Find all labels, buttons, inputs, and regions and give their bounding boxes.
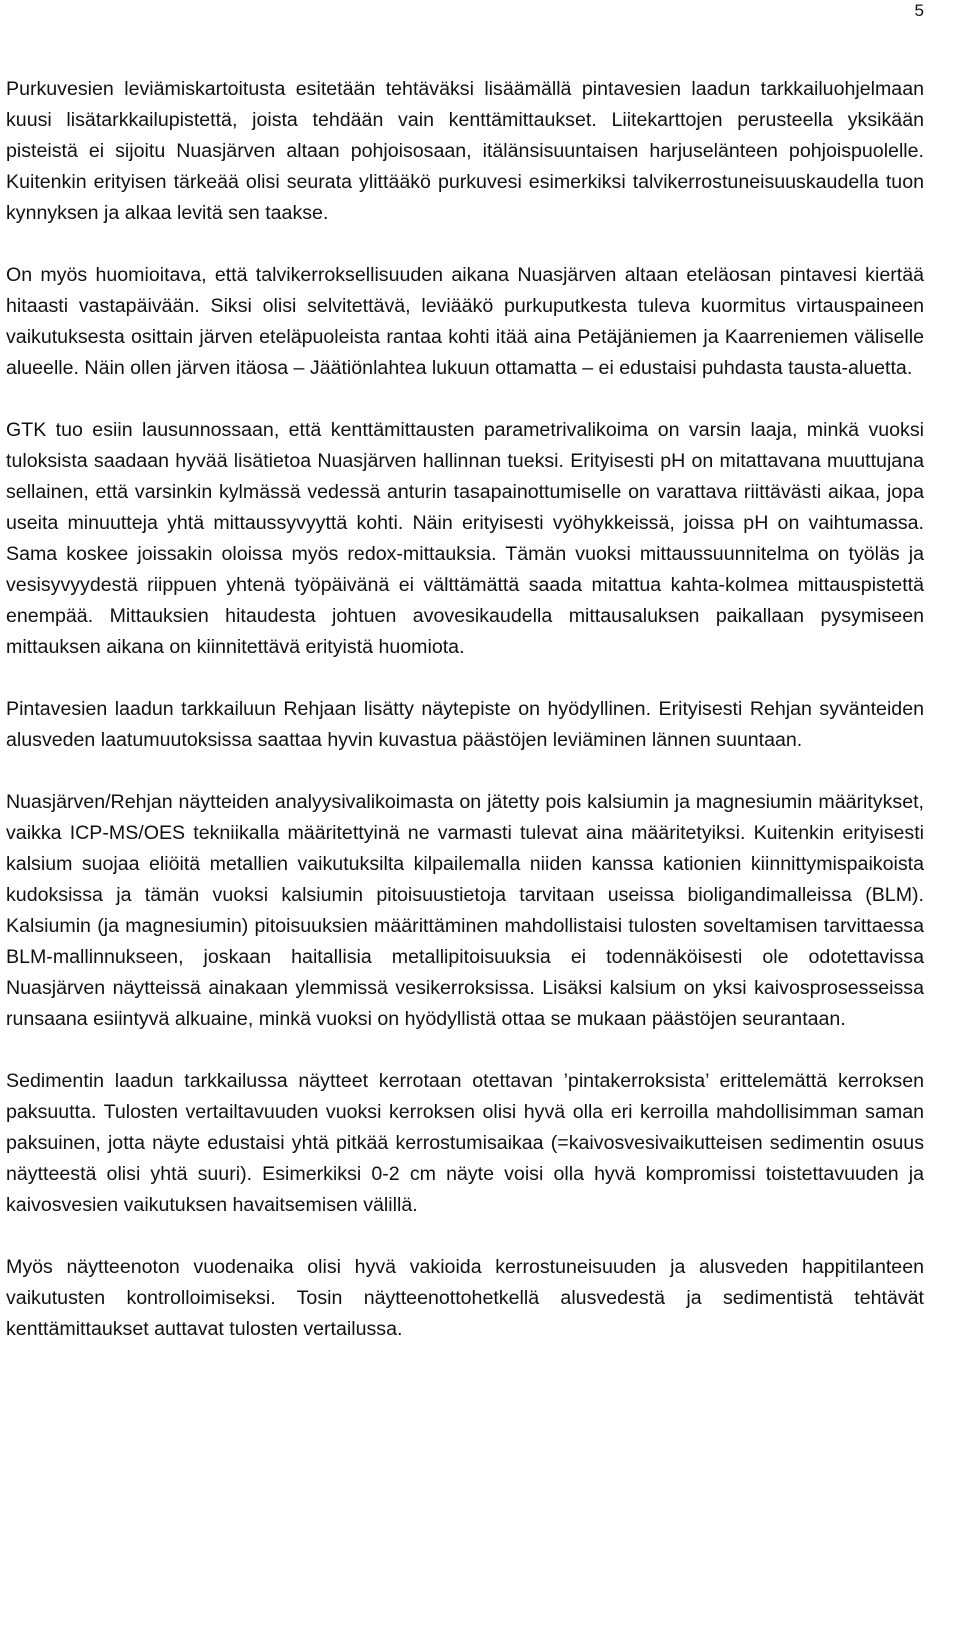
paragraph: Myös näytteenoton vuodenaika olisi hyvä vakioida kerrostuneisuuden ja alusveden happitilanteen vaikutusten kontrolloimiseksi. Tosin näytteenottohetkellä alusvedestä ja sedimentistä tehtävät kenttämittaukset auttavat tulosten vertailussa. xyxy=(6,1256,924,1340)
paragraph: GTK tuo esiin lausunnossaan, että kenttämittausten parametrivalikoima on varsin laaja, minkä vuoksi tuloksista saadaan hyvää lisätietoa Nuasjärven hallinnan tueksi. Erityisesti pH on mitattavana muuttujana sellainen, että varsinkin kylmässä vedessä anturin tasapainottumiselle on varattava riittävästi aikaa, jopa useita minuutteja yhtä mittaussyvyyttä kohti. Näin erityisesti vyöhykkeissä, joissa pH on vaihtumassa. Sama koskee joissakin oloissa myös redox-mittauksia. Tämän vuoksi mittaussuunnitelma on työläs ja vesisyvyydestä riippuen yhtenä työpäivänä ei välttämättä saada mitattua kahta-kolmea mittauspistettä enempää. Mittauksien hitaudesta johtuen avovesikaudella mittausaluksen paikallaan pysymiseen mittauksen aikana on kiinnitettävä erityistä huomiota. xyxy=(6,419,924,658)
document-body xyxy=(6,74,924,1345)
paragraph: Sedimentin laadun tarkkailussa näytteet kerrotaan otettavan ’pintakerroksista’ erittelemättä kerroksen paksuutta. Tulosten vertailtavuuden vuoksi kerroksen olisi hyvä olla eri kerroilla mahdollisimman saman paksuinen, jotta näyte edustaisi yhtä pitkää kerrostumisaikaa (=kaivosvesivaikutteisen sedimentin osuus näytteestä olisi yhtä suuri). Esimerkiksi 0-2 cm näyte voisi olla hyvä kompromissi toistettavuuden ja kaivosvesien vaikutuksen havaitsemisen välillä. xyxy=(6,1070,924,1216)
paragraph: Pintavesien laadun tarkkailuun Rehjaan lisätty näytepiste on hyödyllinen. Erityisesti Rehjan syvänteiden alusveden laatumuutoksissa saattaa hyvin kuvastua päästöjen leviäminen lännen suuntaan. xyxy=(6,698,924,751)
paragraph: Nuasjärven/Rehjan näytteiden analyysivalikoimasta on jätetty pois kalsiumin ja magnesiumin määritykset, vaikka ICP-MS/OES tekniikalla määritettyinä ne varmasti tulevat aina määritetyiksi. Kuitenkin erityisesti kalsium suojaa eliöitä metallien vaikutuksilta kilpailemalla niiden kanssa kationien kiinnittymispaikoista kudoksissa ja tämän vuoksi kalsiumin pitoisuustietoja tarvitaan useissa bioligandimalleissa (BLM). Kalsiumin (ja magnesiumin) pitoisuuksien määrittäminen mahdollistaisi tulosten soveltamisen tarvittaessa BLM-mallinnukseen, joskaan haitallisia metallipitoisuuksia ei todennäköisesti ole odotettavissa Nuasjärven näytteissä ainakaan ylemmissä vesikerroksissa. Lisäksi kalsium on yksi kaivosprosesseissa runsaana esiintyvä alkuaine, minkä vuoksi on hyödyllistä ottaa se mukaan päästöjen seurantaan. xyxy=(6,791,924,1030)
paragraph: On myös huomioitava, että talvikerroksellisuuden aikana Nuasjärven altaan eteläosan pintavesi kiertää hitaasti vastapäivään. Siksi olisi selvitettävä, leviääkö purkuputkesta tuleva kuormitus virtauspaineen vaikutuksesta osittain järven eteläpuoleista rantaa kohti itää aina Petäjäniemen ja Kaarreniemen väliselle alueelle. Näin ollen järven itäosa – Jäätiönlahtea lukuun ottamatta – ei edustaisi puhdasta tausta-aluetta. xyxy=(6,264,924,379)
page-number: 5 xyxy=(914,1,924,20)
paragraph: Purkuvesien leviämiskartoitusta esitetään tehtäväksi lisäämällä pintavesien laadun tarkkailuohjelmaan kuusi lisätarkkailupistettä, joista tehdään vain kenttämittaukset. Liitekarttojen perusteella yksikään pisteistä ei sijoitu Nuasjärven altaan pohjoisosaan, itälänsisuuntaisen harjuselänteen pohjoispuolelle. Kuitenkin erityisen tärkeää olisi seurata ylittääkö purkuvesi esimerkiksi talvikerrostuneisuuskaudella tuon kynnyksen ja alkaa levitä sen taakse. xyxy=(6,78,924,224)
